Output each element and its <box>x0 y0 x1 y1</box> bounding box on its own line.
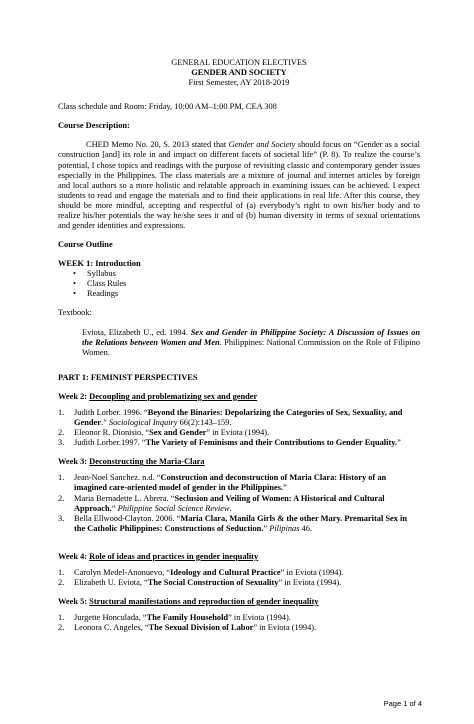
item-number: 2. <box>58 623 65 633</box>
list-item <box>58 494 420 514</box>
textbook-c: . Philippines: National Commission on the Role of Filipino Women. <box>82 337 420 357</box>
desc-text-a: CHED Memo No. 20, S. 2013 stated that <box>86 140 229 150</box>
citation-author: Carolyn Medel-Anonuevo, “ <box>74 567 171 577</box>
citation-text: ” <box>283 483 287 493</box>
week3-readings <box>58 473 420 533</box>
week-topic: Structural manifestations and reproduction of gender inequality <box>89 597 319 607</box>
citation-title: Sex and Gender <box>149 428 207 438</box>
item-number: 3. <box>58 513 65 523</box>
week4-readings <box>58 568 420 588</box>
list-item <box>58 613 420 623</box>
textbook-citation <box>58 328 420 358</box>
citation-author: Maria Bernadette L. Abrera. “ <box>74 493 175 503</box>
citation-author: Jurgette Honculada, “ <box>74 613 147 623</box>
course-outline-heading: Course Outline <box>58 240 113 250</box>
citation-text: ” in Eviota (1994). <box>206 428 270 438</box>
week-label: Week 3: <box>58 457 90 467</box>
citation-text: ” in Eviota (1994). <box>228 613 291 623</box>
semester-line: First Semester, AY 2018-2019 <box>188 78 290 88</box>
citation-title: The Sexual Division of Labor <box>148 623 254 633</box>
week-label: Week 4: <box>58 551 90 561</box>
header-line-1: GENERAL EDUCATION ELECTIVES <box>171 58 307 67</box>
class-schedule: Class schedule and Room: Friday, 10:00 AM–1:00 PM, CEA 308 <box>58 102 277 112</box>
week1-title: WEEK 1: Introduction <box>58 259 141 269</box>
item-number: 1. <box>58 613 65 623</box>
citation-title: The Family Household <box>146 613 229 623</box>
citation-author: Jean-Noel Sanchez. n.d. “ <box>74 473 161 483</box>
item-number: 2. <box>58 428 65 438</box>
textbook-label: Textbook: <box>58 308 92 318</box>
document-header <box>58 58 420 88</box>
citation-text: ” in Eviota (1994). <box>280 567 344 577</box>
list-item: • Readings <box>73 289 420 299</box>
item-number: 1. <box>58 407 65 417</box>
citation-title: Maria Clara, Manila Girls & the other Mary. Premarital Sex in the Catholic Philippines: Constructions of Seduction. <box>74 513 408 533</box>
citation-author: Elizabeth U. Eviota, “ <box>74 577 148 587</box>
citation-source: Pilipinas <box>269 523 300 533</box>
citation-text: ” in Eviota (1994). <box>278 577 342 587</box>
citation-author: Eleonor R. Dionisio, “ <box>74 428 150 438</box>
week3-heading <box>58 457 420 467</box>
week-topic: Role of ideas and practices in gender inequality <box>89 551 259 561</box>
citation-author: Judith Lorber.1997. “ <box>74 438 146 448</box>
list-item: • Syllabus <box>73 269 420 279</box>
desc-text-c: should focus on “Gender as a social construction [and] its role in and impact on different facets of societal life” (P. 8). To realize the course’s potential, I chose topics and readings with the purpose of revisiting classic and contemporary gender issues especially in the Philippines. The class materials are a mixture of journal and internet articles by foreign and local authors so a more holistic and relatable approach in examining issues can be achieved. I expect students to read and engage the materials and to find their applications in real life. After this course, they should be more mindful, accepting and respectful of (a) everybody’s right to own his/her body and to realize his/her potentials the way he/she sees it and of (b) human diversity in terms of sexual orientations and gender identities and expressions. <box>58 140 420 231</box>
citation-title: Seclusion and Veiling of Women: A Historical and Cultural Approach. <box>74 493 385 513</box>
textbook-a: Eviota, Elizabeth U., ed. 1994. <box>82 327 191 337</box>
citation-text: ” in Eviota (1994). <box>253 623 317 633</box>
item-number: 1. <box>58 567 65 577</box>
citation-details: 66(2):143–159. <box>177 418 232 428</box>
list-item <box>58 578 420 588</box>
citation-title: The Variety of Feminisms and their Contributions to Gender Equality. <box>145 438 398 448</box>
desc-text-b: Gender and Society <box>228 140 296 150</box>
citation-author: Judith Lorber. 1996. “ <box>74 407 148 417</box>
list-item <box>58 623 420 633</box>
list-item <box>58 408 420 428</box>
part1-title: PART 1: FEMINIST PERSPECTIVES <box>58 372 198 382</box>
week2-readings <box>58 408 420 448</box>
week1-list <box>58 269 420 299</box>
citation-details: 46. <box>299 523 313 533</box>
list-item <box>58 473 420 493</box>
citation-text: .” <box>100 418 109 428</box>
list-item: • Class Rules <box>73 279 420 289</box>
citation-text: ” <box>263 523 270 533</box>
item-number: 2. <box>58 577 65 587</box>
page-number: Page 1 of 4 <box>383 699 422 708</box>
citation-source: Sociological Inquiry <box>108 418 178 428</box>
list-item <box>58 514 420 534</box>
citation-text: ” <box>397 438 401 448</box>
week5-readings <box>58 613 420 633</box>
citation-title: Beyond the Binaries: Depolarizing the Categories of Sex, Sexuality, and Gender <box>74 407 403 428</box>
week-topic: Deconstructing the Maria-Clara <box>89 457 205 467</box>
citation-title: The Social Construction of Sexuality <box>147 577 279 587</box>
citation-text: ” <box>111 503 118 513</box>
citation-title: Ideology and Cultural Practice <box>170 567 281 577</box>
citation-author: Bella Ellwood-Clayton. 2006. “ <box>74 513 181 523</box>
citation-author: Leonora C. Angeles, “ <box>74 623 149 633</box>
week5-heading <box>58 597 420 607</box>
course-description-paragraph <box>58 140 420 231</box>
list-item <box>58 438 420 448</box>
week-topic: Decoupling and problematizing sex and gender <box>89 391 258 401</box>
list-item <box>58 568 420 578</box>
week2-heading <box>58 392 420 402</box>
textbook-title: Sex and Gender in Philippine Society: A Discussion of Issues on the Relations between Women and Men <box>82 327 420 347</box>
week-label: Week 2: <box>58 391 90 401</box>
course-title: GENDER AND SOCIETY <box>191 68 287 78</box>
citation-details: . <box>229 503 232 513</box>
citation-title: Construction and deconstruction of Maria Clara: History of an imagined care-oriented model of gender in the Philippines. <box>74 473 387 493</box>
item-number: 2. <box>58 493 65 503</box>
item-number: 1. <box>58 473 65 483</box>
week-label: Week 5: <box>58 597 90 607</box>
week4-heading <box>58 552 420 562</box>
item-number: 3. <box>58 438 65 448</box>
citation-source: Philippine Social Science Review <box>117 503 230 513</box>
course-description-heading: Course Description: <box>58 121 130 131</box>
list-item <box>58 428 420 438</box>
